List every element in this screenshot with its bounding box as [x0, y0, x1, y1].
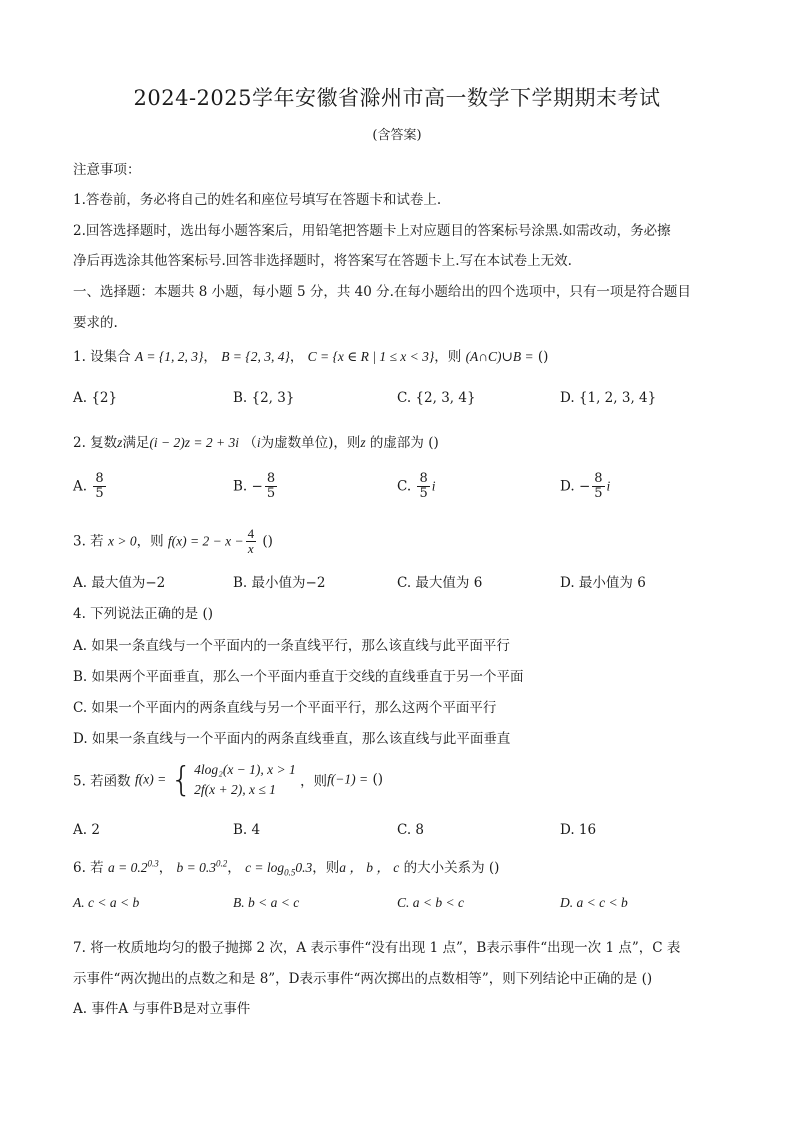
q2-option-a-fraction: $\frac{8}{5}$ [95, 471, 104, 502]
q5-expr: f(−1) = [327, 771, 369, 787]
question-6-stem: 6. 若 $a = 0.2^{0.3}$， $b = 0.3^{0.2}$， $c = \log_{0.5}0.3$，则a ， b ， c 的大小关系为 () [73, 858, 500, 878]
q5-case-2: 2f(x + 2), x ≤ 1 [194, 781, 276, 797]
q2-equation: (i − 2)z = 2 + 3i [149, 435, 240, 450]
notes-item-1: 1.答卷前，务必将自己的姓名和座位号填写在答题卡和试卷上. [73, 192, 442, 208]
q6-option-c: C. a < b < c [397, 895, 464, 910]
q4-option-a: A. 如果一条直线与一个平面内的一条直线平行，那么该直线与此平面平行 [73, 638, 510, 654]
q3-option-c: C. 最大值为 6 [397, 575, 483, 591]
page-title: 2024-2025学年安徽省滁州市高一数学下学期期末考试 [133, 86, 661, 110]
q4-option-c: C. 如果一个平面内的两条直线与另一个平面平行，那么这两个平面平行 [73, 700, 497, 716]
q6-then: ，则 [312, 860, 340, 876]
q1-option-c: C. {2, 3, 4} [397, 390, 476, 406]
q4-option-b: B. 如果两个平面垂直，那么一个平面内垂直于交线的直线垂直于另一个平面 [73, 669, 524, 685]
q2-note-post: 为虚数单位)，则 [260, 435, 361, 451]
question-7-line-2: 示事件“两次抛出的点数之和是 8”，D表示事件“两次掷出的点数相等”，则下列结论中正确的是 () [73, 971, 653, 987]
q2-note-pre: （ [243, 435, 257, 451]
notes-item-2-line-1: 2.回答选择题时，选出每小题答案后，用铅笔把答题卡上对应题目的答案标号涂黑.如需改动，务必擦 [73, 223, 671, 239]
q2-prefix: 2. 复数 [73, 435, 118, 451]
q1-expr: (A∩C)∪B = [465, 349, 534, 364]
q1-set-c: C = {x ∈ R | 1 ≤ x < 3} [307, 349, 435, 364]
q3-option-d: D. 最小值为 6 [560, 575, 646, 591]
page-subtitle: (含答案) [372, 128, 422, 143]
question-7-line-1: 7. 将一枚质地均匀的骰子抛掷 2 次，A 表示事件“没有出现 1 点”，B表示事件“出现一次 1 点”，C 表 [73, 940, 681, 956]
q6-c: $c = \log_{0.5}0.3$ [245, 860, 313, 878]
q6-option-d: D. a < c < b [560, 895, 628, 910]
q1-set-b: B = {2, 3, 4} [221, 349, 290, 364]
q1-set-a: A = {1, 2, 3} [134, 349, 204, 364]
q5-paren: () [372, 771, 383, 788]
q2-option-c-fraction: $\frac{8}{5}$ [419, 471, 428, 502]
q1-option-a: A. {2} [73, 390, 118, 406]
q3-option-b: B. 最小值为−2 [233, 575, 326, 591]
section-1-line-1: 一、选择题：本题共 8 小题，每小题 5 分，共 40 分.在每小题给出的四个选项中，只有一项是符合题目 [73, 284, 691, 300]
section-1-line-2: 要求的. [73, 315, 118, 331]
q2-option-a: A. $\frac{8}{5}$ [73, 471, 104, 502]
q2-option-c: C. $\frac{8}{5}$ i [397, 471, 436, 502]
q1-option-d: D. {1, 2, 3, 4} [560, 390, 657, 406]
q2-mid: 满足 [122, 435, 150, 451]
q2-tail: 的虚部为 () [369, 435, 439, 451]
notes-heading: 注意事项： [73, 162, 141, 178]
q5-option-b: B. 4 [233, 822, 261, 838]
q3-prefix: 3. 若 [73, 533, 104, 550]
notes-item-2-line-2: 净后再选涂其他答案标号.回答非选择题时，将答案写在答题卡上.写在本试卷上无效. [73, 253, 572, 269]
q5-option-a: A. 2 [73, 822, 100, 838]
q6-vars: a ， b ， c [339, 860, 400, 875]
q6-option-a: A. c < a < b [73, 895, 140, 910]
q3-option-a: A. 最大值为−2 [73, 575, 166, 591]
question-1-stem: 1. 设集合 A = {1, 2, 3}， B = {2, 3, 4}， C = {x ∈ R | 1 ≤ x < 3}，则 (A∩C)∪B = () [73, 349, 549, 365]
q2-z-2: z [360, 435, 366, 450]
q1-prefix: 1. 设集合 [73, 349, 131, 365]
q5-prefix: 5. 若函数 [73, 773, 131, 790]
q2-option-d: D. − $\frac{8}{5}$ i [560, 471, 611, 502]
q2-option-d-fraction: $\frac{8}{5}$ [594, 471, 603, 502]
q2-note-i: i [256, 435, 261, 450]
q6-tail: 的大小关系为 () [403, 860, 500, 876]
q7-option-a: A. 事件A 与事件B是对立事件 [73, 1001, 251, 1017]
q3-fraction: $\frac{4}{x}$ [247, 526, 255, 557]
q1-paren: () [537, 349, 549, 365]
question-4-stem: 4. 下列说法正确的是 () [73, 606, 213, 622]
q5-then: ，则 [300, 773, 328, 790]
q3-paren: () [262, 533, 273, 550]
q3-then: ，则 [136, 533, 164, 550]
q2-option-b-fraction: $\frac{8}{5}$ [266, 471, 276, 502]
q3-function: f(x) = 2 − x − [167, 533, 244, 549]
q6-a: $a = 0.2^{0.3}$ [107, 858, 159, 875]
q4-option-d: D. 如果一条直线与一个平面内的两条直线垂直，那么该直线与此平面垂直 [73, 731, 511, 747]
q6-option-b: B. b < a < c [233, 895, 300, 910]
q3-condition: x > 0 [107, 533, 137, 549]
q1-option-b: B. {2, 3} [233, 390, 295, 406]
question-5-stem [73, 760, 383, 799]
question-3-stem [73, 527, 273, 557]
q2-option-b: B. − $\frac{8}{5}$ [233, 471, 276, 502]
q6-prefix: 6. 若 [73, 860, 104, 876]
q1-then: ，则 [434, 349, 462, 365]
q2-z: z [117, 435, 123, 450]
q5-option-d: D. 16 [560, 822, 597, 838]
q5-case-1: 4log₂(x − 1), x > 1 [194, 762, 296, 777]
q5-function: f(x) = [134, 771, 167, 787]
q6-b: $b = 0.3^{0.2}$ [176, 858, 228, 875]
q5-option-c: C. 8 [397, 822, 425, 838]
question-2-stem [73, 431, 439, 451]
left-brace-icon: { [170, 759, 193, 800]
q5-cases [194, 760, 296, 799]
